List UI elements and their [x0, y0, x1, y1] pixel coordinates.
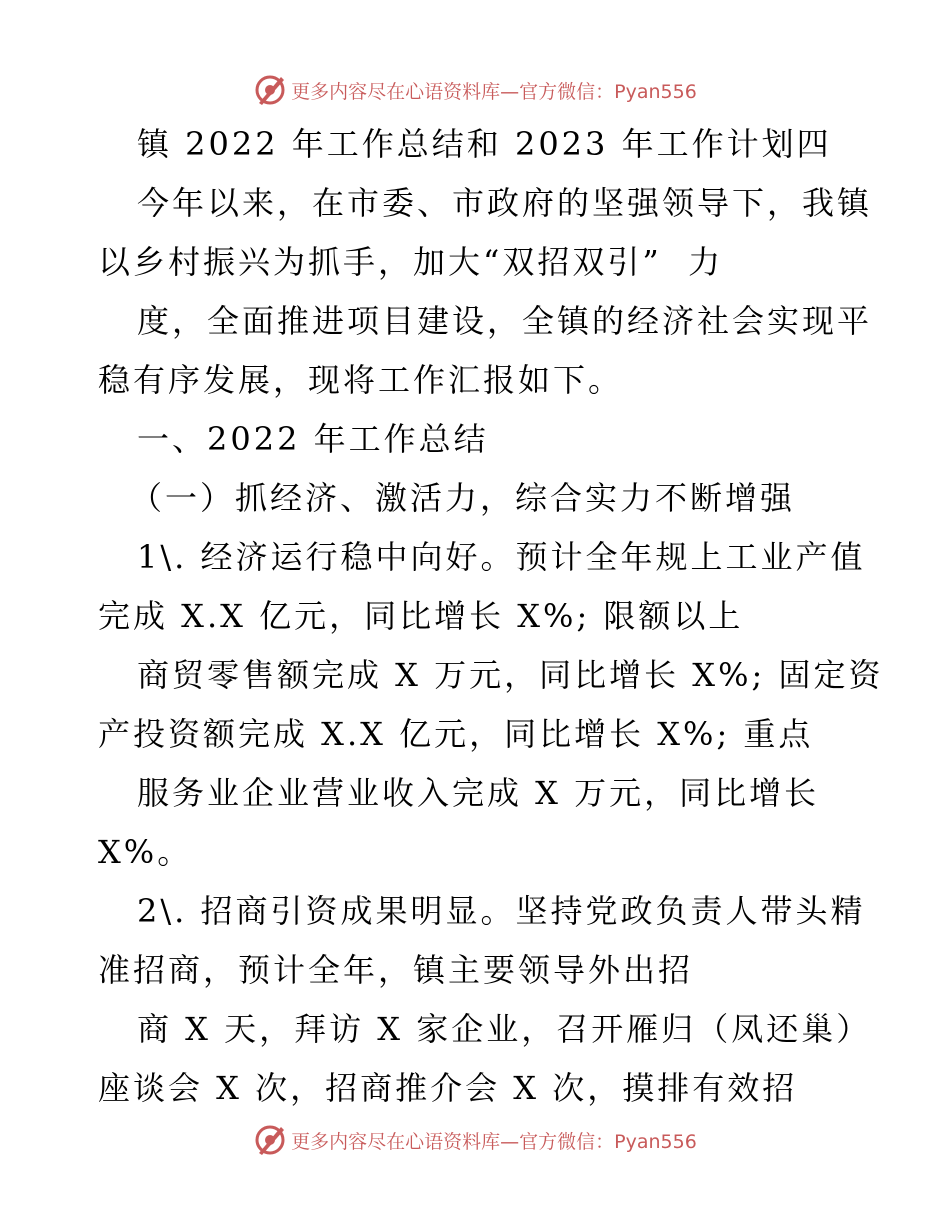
paragraph-line: 完成 X.X 亿元，同比增长 X%; 限额以上	[98, 597, 744, 635]
footer-watermark-text: 更多内容尽在心语资料库—官方微信：Pyan556	[291, 1130, 697, 1153]
paragraph-line: 产投资额完成 X.X 亿元，同比增长 X%; 重点	[98, 715, 814, 753]
paragraph-line: 2\. 招商引资成果明显。坚持党政负责人带头精	[137, 892, 866, 930]
paragraph-line: 稳有序发展，现将工作汇报如下。	[98, 361, 624, 399]
pen-circle-logo-icon	[253, 1123, 287, 1157]
doc-title: 镇 2022 年工作总结和 2023 年工作计划四	[137, 125, 832, 163]
footer-watermark	[0, 1120, 950, 1160]
paragraph-line: 以乡村振兴为抓手，加大“双招双引” 力	[98, 243, 724, 281]
paragraph-line: 商贸零售额完成 X 万元，同比增长 X%; 固定资	[137, 656, 884, 694]
subsection-heading: （一）抓经济、激活力，综合实力不断增强	[130, 479, 796, 517]
paragraph-line: 今年以来，在市委、市政府的坚强领导下，我镇	[137, 184, 873, 222]
paragraph-line: 1\. 经济运行稳中向好。预计全年规上工业产值	[137, 538, 866, 576]
paragraph-line: 商 X 天，拜访 X 家企业，召开雁归（凤还巢）	[137, 1010, 872, 1048]
section-heading: 一、2022 年工作总结	[137, 420, 489, 458]
paragraph-line: 度，全面推进项目建设，全镇的经济社会实现平	[137, 302, 873, 340]
paragraph-line: X%。	[98, 833, 193, 871]
paragraph-line: 服务业企业营业收入完成 X 万元，同比增长	[137, 774, 820, 812]
header-watermark-text: 更多内容尽在心语资料库—官方微信：Pyan556	[291, 80, 697, 103]
paragraph-line: 准招商，预计全年，镇主要领导外出招	[98, 951, 694, 989]
paragraph-line: 座谈会 X 次，招商推介会 X 次，摸排有效招	[98, 1069, 798, 1107]
